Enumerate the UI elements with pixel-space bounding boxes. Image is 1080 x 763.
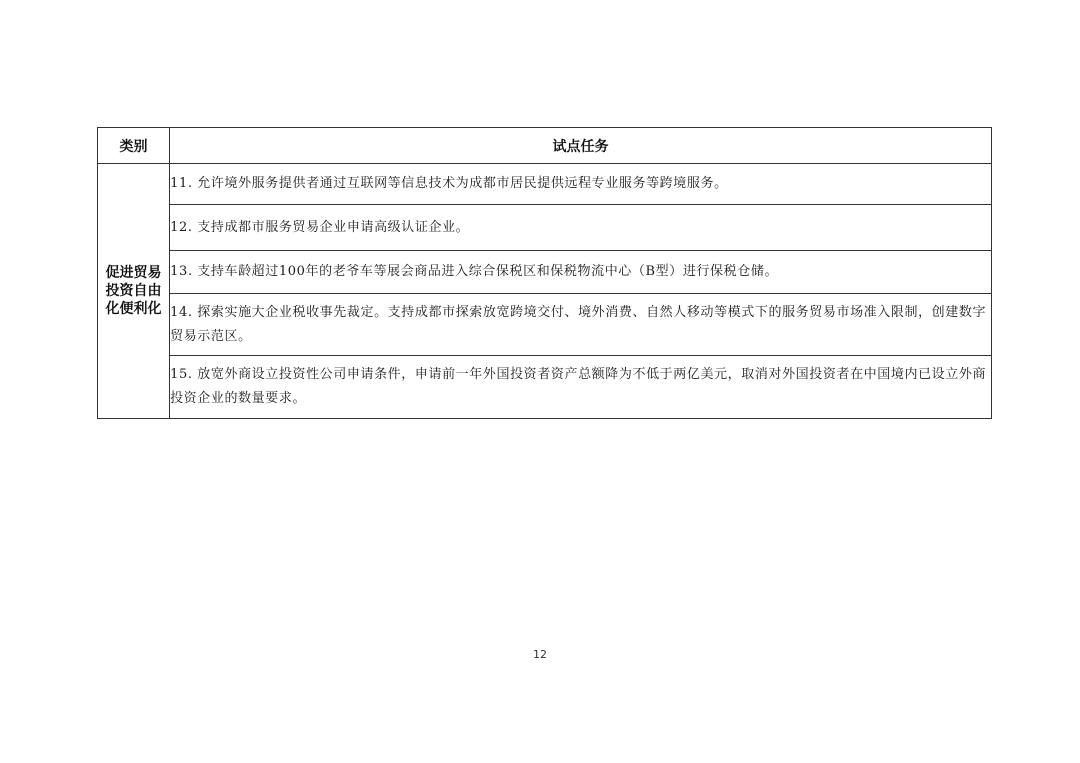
task-item-15: 15. 放宽外商设立投资性公司申请条件，申请前一年外国投资者资产总额降为不低于两亿美元，取消对外国投资者在中国境内已设立外商投资企业的数量要求。 bbox=[170, 356, 992, 419]
header-task: 试点任务 bbox=[170, 128, 992, 164]
table-row bbox=[98, 251, 992, 294]
task-item-11: 11. 允许境外服务提供者通过互联网等信息技术为成都市居民提供远程专业服务等跨境服务。 bbox=[170, 164, 992, 205]
header-category: 类别 bbox=[98, 128, 170, 164]
table-row bbox=[98, 356, 992, 419]
category-label: 促进贸易投资自由化便利化 bbox=[105, 265, 162, 317]
task-item-14: 14. 探索实施大企业税收事先裁定。支持成都市探索放宽跨境交付、境外消费、自然人移动等模式下的服务贸易市场准入限制，创建数字贸易示范区。 bbox=[170, 294, 992, 356]
task-item-13: 13. 支持车龄超过100年的老爷车等展会商品进入综合保税区和保税物流中心（B型）进行保税仓储。 bbox=[170, 251, 992, 294]
category-cell bbox=[98, 164, 170, 419]
page-number: 12 bbox=[533, 648, 547, 661]
table-row bbox=[98, 294, 992, 356]
table-row bbox=[98, 205, 992, 251]
table-header-row bbox=[98, 128, 992, 164]
table-row bbox=[98, 164, 992, 205]
task-item-12: 12. 支持成都市服务贸易企业申请高级认证企业。 bbox=[170, 205, 992, 251]
pilot-tasks-table bbox=[97, 127, 992, 419]
